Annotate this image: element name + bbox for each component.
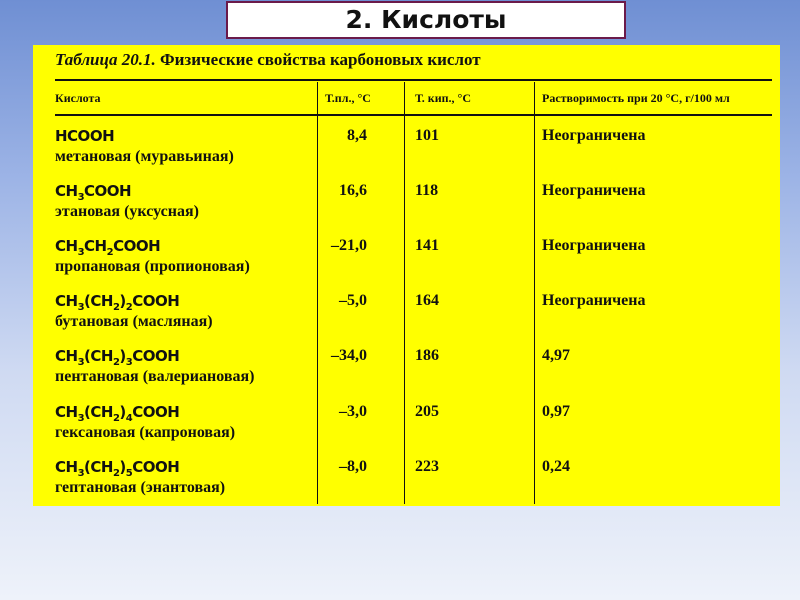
acid-name: этановая (уксусная)	[55, 203, 199, 220]
table-caption-number: Таблица 20.1.	[55, 50, 156, 69]
solubility-value: Неограничена	[542, 292, 646, 309]
boiling-point-value: 223	[415, 458, 439, 475]
acid-name: гексановая (капроновая)	[55, 424, 236, 441]
boiling-point-value: 118	[415, 182, 439, 199]
boiling-point-value: 101	[415, 127, 439, 144]
table-row	[33, 347, 780, 401]
melting-point-value: 16,6	[339, 182, 367, 199]
acid-formula: HCOOH	[55, 127, 115, 145]
solubility-value: Неограничена	[542, 127, 646, 144]
solubility-value: 0,97	[542, 403, 570, 420]
table-row	[33, 127, 780, 181]
acid-formula: $CH_3(CH_2)_2COOH$	[55, 292, 180, 313]
boiling-point-value: 164	[415, 292, 439, 309]
header-acid: Кислота	[55, 91, 101, 105]
boiling-point-value: 141	[415, 237, 439, 254]
header-boiling-point: Т. кип., °С	[415, 91, 472, 105]
melting-point-value: 8,4	[347, 127, 367, 144]
table-caption	[55, 50, 481, 70]
table-row	[33, 458, 780, 512]
acid-formula: $CH_3CH_2COOH$	[55, 237, 161, 258]
properties-table	[33, 45, 780, 506]
table-row	[33, 403, 780, 457]
table-row	[33, 292, 780, 346]
acid-formula: $CH_3(CH_2)_5COOH$	[55, 458, 180, 479]
header-solubility: Растворимость при 20 °С, г/100 мл	[542, 91, 730, 105]
melting-point-value: –21,0	[331, 237, 367, 254]
melting-point-value: –34,0	[331, 347, 367, 364]
boiling-point-value: 186	[415, 347, 439, 364]
melting-point-value: –5,0	[339, 292, 367, 309]
acid-name: метановая (муравьиная)	[55, 148, 234, 165]
melting-point-value: –3,0	[339, 403, 367, 420]
acid-name: пентановая (валериановая)	[55, 368, 255, 385]
acid-name: пропановая (пропионовая)	[55, 258, 250, 275]
acid-formula: $CH_3(CH_2)_3COOH$	[55, 347, 180, 368]
solubility-value: 0,24	[542, 458, 570, 475]
acid-name: бутановая (масляная)	[55, 313, 213, 330]
acid-formula: $CH_3(CH_2)_4COOH$	[55, 403, 180, 424]
table-row	[33, 182, 780, 236]
table-header-rule	[55, 114, 772, 116]
acid-formula: $CH_3COOH$	[55, 182, 132, 203]
solubility-value: 4,97	[542, 347, 570, 364]
solubility-value: Неограничена	[542, 182, 646, 199]
table-top-rule	[55, 79, 772, 81]
melting-point-value: –8,0	[339, 458, 367, 475]
table-row	[33, 237, 780, 291]
solubility-value: Неограничена	[542, 237, 646, 254]
acid-name: гептановая (энантовая)	[55, 479, 226, 496]
table-caption-text: Физические свойства карбоновых кислот	[159, 50, 481, 69]
boiling-point-value: 205	[415, 403, 439, 420]
slide-title: 2. Кислоты	[226, 1, 626, 39]
header-melting-point: Т.пл., °С	[325, 91, 371, 105]
